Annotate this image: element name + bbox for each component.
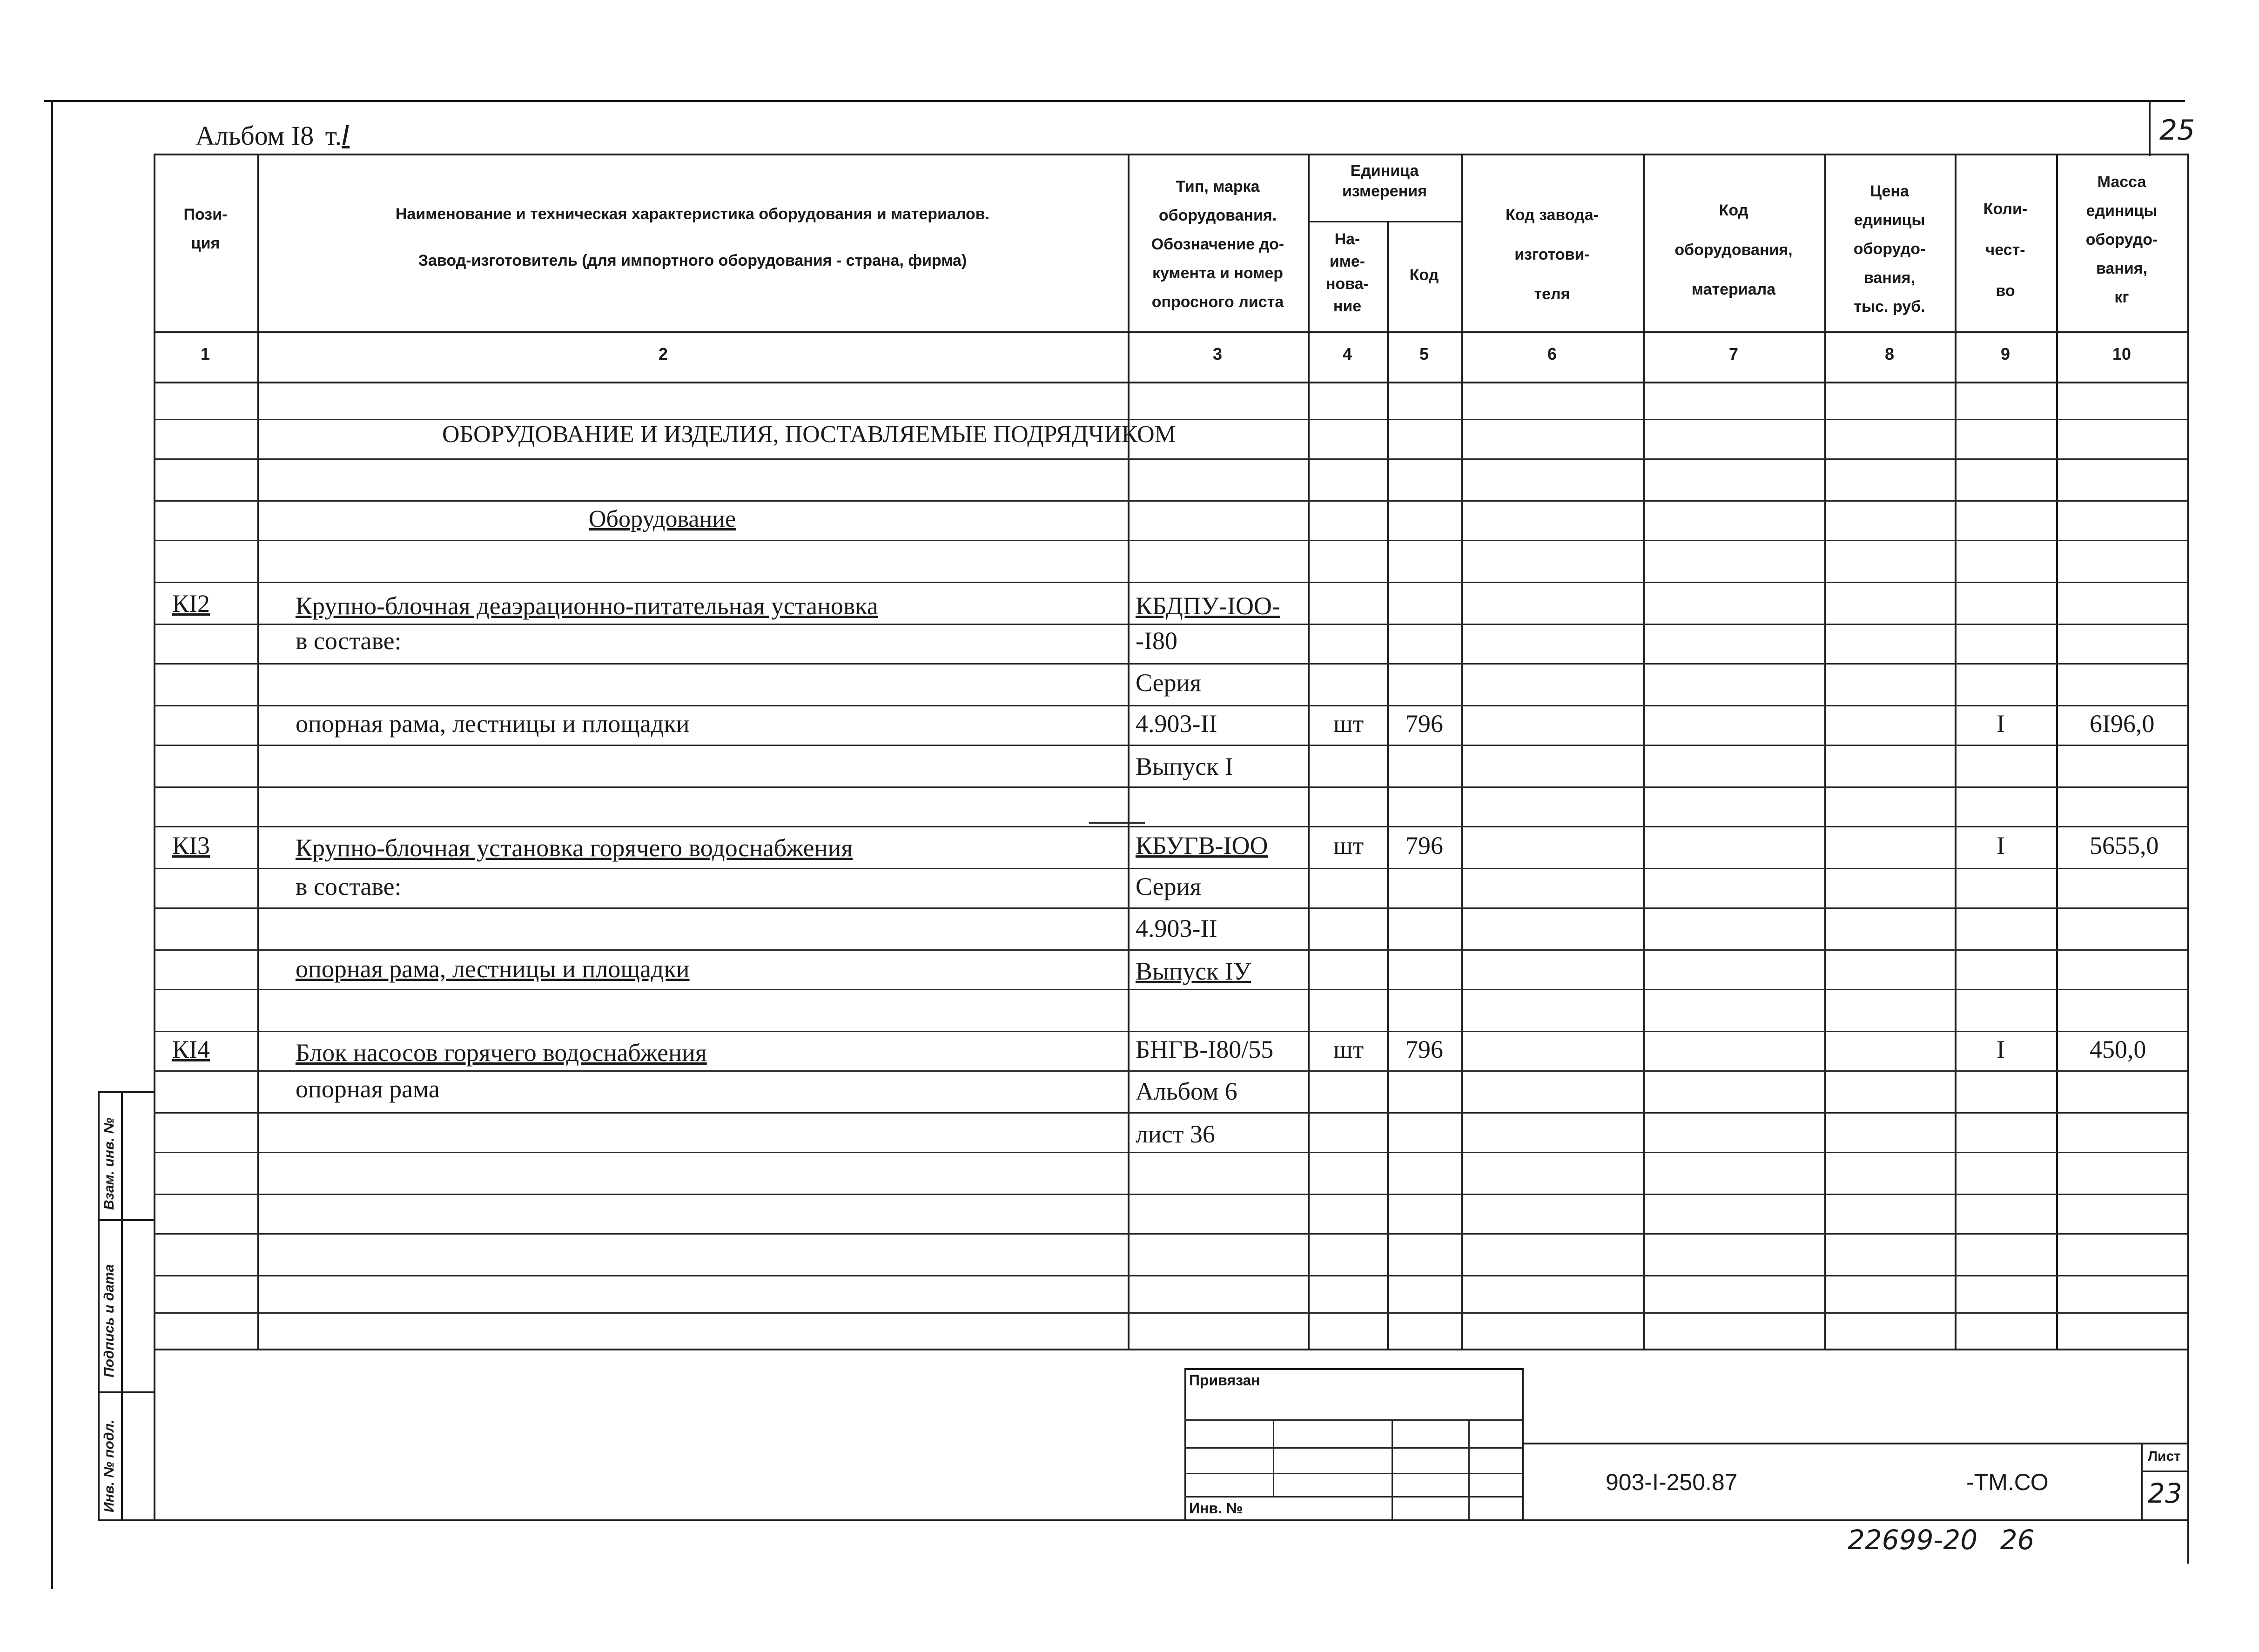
row-unit: шт <box>1333 710 1364 738</box>
bottom-page: 26 <box>2000 1524 2035 1556</box>
colnum-8: 8 <box>1884 344 1895 363</box>
colnum-7: 7 <box>1728 344 1739 363</box>
colnum-5: 5 <box>1419 344 1429 363</box>
row-type: Серия <box>1136 669 1202 697</box>
row-name: Крупно-блочная установка горячего водоснабжения <box>296 834 853 862</box>
header-unit-name: На- име- нова- ние <box>1326 230 1369 315</box>
row-name: Крупно-блочная деаэрационно-питательная установка <box>296 592 878 620</box>
row-type: Выпуск IУ <box>1136 957 1251 985</box>
album-volume: I <box>342 120 350 151</box>
row-mass: 450,0 <box>2090 1035 2146 1063</box>
row-position: КI3 <box>172 832 210 860</box>
row-type: КБУГВ-IOO <box>1136 832 1268 860</box>
album-label <box>195 122 350 149</box>
sheet-label: Лист <box>2148 1449 2181 1464</box>
row-name: Блок насосов горячего водоснабжения <box>296 1039 707 1067</box>
row-unit: шт <box>1333 1035 1364 1063</box>
header-type: Тип, марка оборудования. Обозначение до- кумента и номер опросного листа <box>1151 178 1284 311</box>
header-name: Наименование и техническая характеристика оборудования и материалов. Завод-изготовитель (для импортного оборудования - страна, фирма) <box>395 205 990 269</box>
row-position: КI4 <box>172 1035 210 1063</box>
header-mass: Масса единицы оборудо- вания, кг <box>2085 173 2158 306</box>
row-unit: шт <box>1333 832 1364 860</box>
header-unit-group: Единица измерения <box>1342 162 1427 200</box>
stamp-vzam-inv: Взам. инв. № <box>101 1117 117 1210</box>
document-suffix: -ТМ.СО <box>1966 1469 2049 1495</box>
row-name: опорная рама, лестницы и площадки <box>296 710 690 738</box>
row-quantity: I <box>1997 832 2005 860</box>
album-volume-prefix: т. <box>325 121 342 151</box>
header-unit-code: Код <box>1409 266 1439 284</box>
header-quantity: Коли- чест- во <box>1983 200 2028 300</box>
row-position: КI2 <box>172 590 210 618</box>
row-type: КБДПУ-IOO- <box>1136 592 1280 620</box>
row-type: 4.903-II <box>1136 914 1217 942</box>
row-quantity: I <box>1997 710 2005 738</box>
header-equipment-code: Код оборудования, материала <box>1674 201 1793 298</box>
row-name: опорная рама <box>296 1075 440 1103</box>
colnum-4: 4 <box>1342 344 1352 363</box>
row-name: опорная рама, лестницы и площадки <box>296 955 690 983</box>
row-code: 796 <box>1405 710 1443 738</box>
album-number: Альбом I8 <box>195 121 314 151</box>
colnum-1: 1 <box>200 344 210 363</box>
row-mass: 5655,0 <box>2090 832 2159 860</box>
row-code: 796 <box>1405 1035 1443 1063</box>
subsection-title: Оборудование <box>589 506 736 532</box>
header-price: Цена единицы оборудо- вания, тыс. руб. <box>1853 182 1926 316</box>
colnum-2: 2 <box>658 344 668 363</box>
bottom-inventory-number <box>1848 1524 2035 1556</box>
header-position: Пози- ция <box>183 206 228 252</box>
header-factory-code: Код завода- изготови- теля <box>1505 206 1599 303</box>
row-code: 796 <box>1405 832 1443 860</box>
colnum-3: 3 <box>1212 344 1223 363</box>
bottom-number: 22699-20 <box>1848 1524 1978 1556</box>
row-type: 4.903-II <box>1136 710 1217 738</box>
row-type: Альбом 6 <box>1136 1077 1237 1105</box>
row-name: в составе: <box>296 627 402 655</box>
document-code: 903-I-250.87 <box>1606 1469 1738 1495</box>
stamp-inv-original: Инв. № подл. <box>101 1419 117 1512</box>
stamp-signature-date: Подпись и дата <box>101 1264 117 1377</box>
privyazan-label: Привязан <box>1189 1372 1260 1389</box>
colnum-9: 9 <box>2000 344 2010 363</box>
row-type: БНГВ-I80/55 <box>1136 1035 1274 1063</box>
row-type: Выпуск I <box>1136 752 1233 780</box>
sheet-number: 23 <box>2148 1477 2182 1509</box>
row-name: в составе: <box>296 873 402 900</box>
colnum-10: 10 <box>2112 344 2131 363</box>
section-title: ОБОРУДОВАНИЕ И ИЗДЕЛИЯ, ПОСТАВЛЯЕМЫЕ ПОДРЯДЧИКОМ <box>442 421 1176 448</box>
inv-no-label: Инв. № <box>1189 1500 1243 1517</box>
row-type: лист 36 <box>1136 1120 1215 1148</box>
row-type: Серия <box>1136 873 1202 900</box>
top-page-number: 25 <box>2159 114 2195 147</box>
colnum-6: 6 <box>1547 344 1557 363</box>
row-mass: 6I96,0 <box>2090 710 2155 738</box>
row-quantity: I <box>1997 1035 2005 1063</box>
row-type: -I80 <box>1136 627 1177 655</box>
